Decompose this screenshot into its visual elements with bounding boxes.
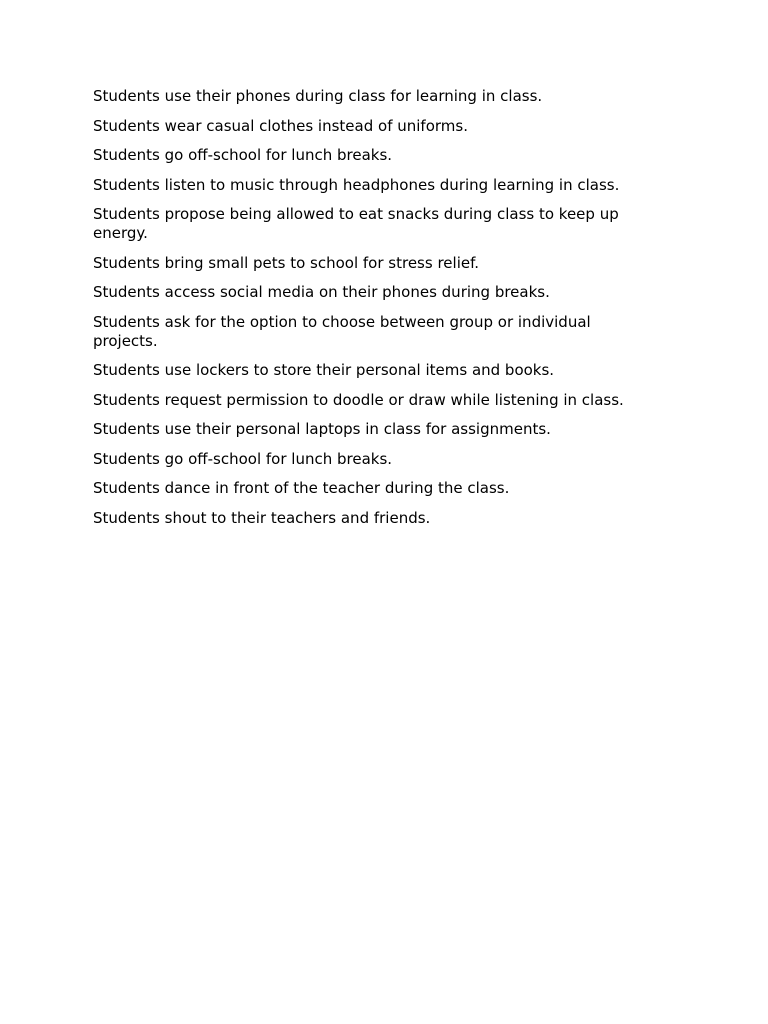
document-body — [93, 87, 653, 538]
text-line: Students go off-school for lunch breaks. — [93, 449, 393, 468]
text-line: Students go off-school for lunch breaks. — [93, 146, 393, 164]
text-line: Students use lockers to store their personal items and books. — [93, 361, 555, 379]
text-line: Students bring small pets to school for stress relief. — [93, 253, 480, 272]
text-line: Students wear casual clothes instead of uniforms. — [93, 116, 468, 135]
text-line: Students request permission to doodle or draw while listening in class. — [93, 390, 624, 409]
text-line: Students use their personal laptops in class for assignments. — [93, 420, 551, 438]
text-line: Students ask for the option to choose between group or individual projects. — [93, 312, 591, 350]
text-line: Students access social media on their phones during breaks. — [93, 283, 550, 301]
text-line: Students listen to music through headphones during learning in class. — [93, 175, 620, 194]
text-line: Students dance in front of the teacher during the class. — [93, 479, 510, 497]
text-line: Students shout to their teachers and friends. — [93, 508, 431, 527]
text-line: Students propose being allowed to eat snacks during class to keep up energy. — [93, 205, 619, 242]
text-line: Students use their phones during class for learning in class. — [93, 87, 543, 105]
